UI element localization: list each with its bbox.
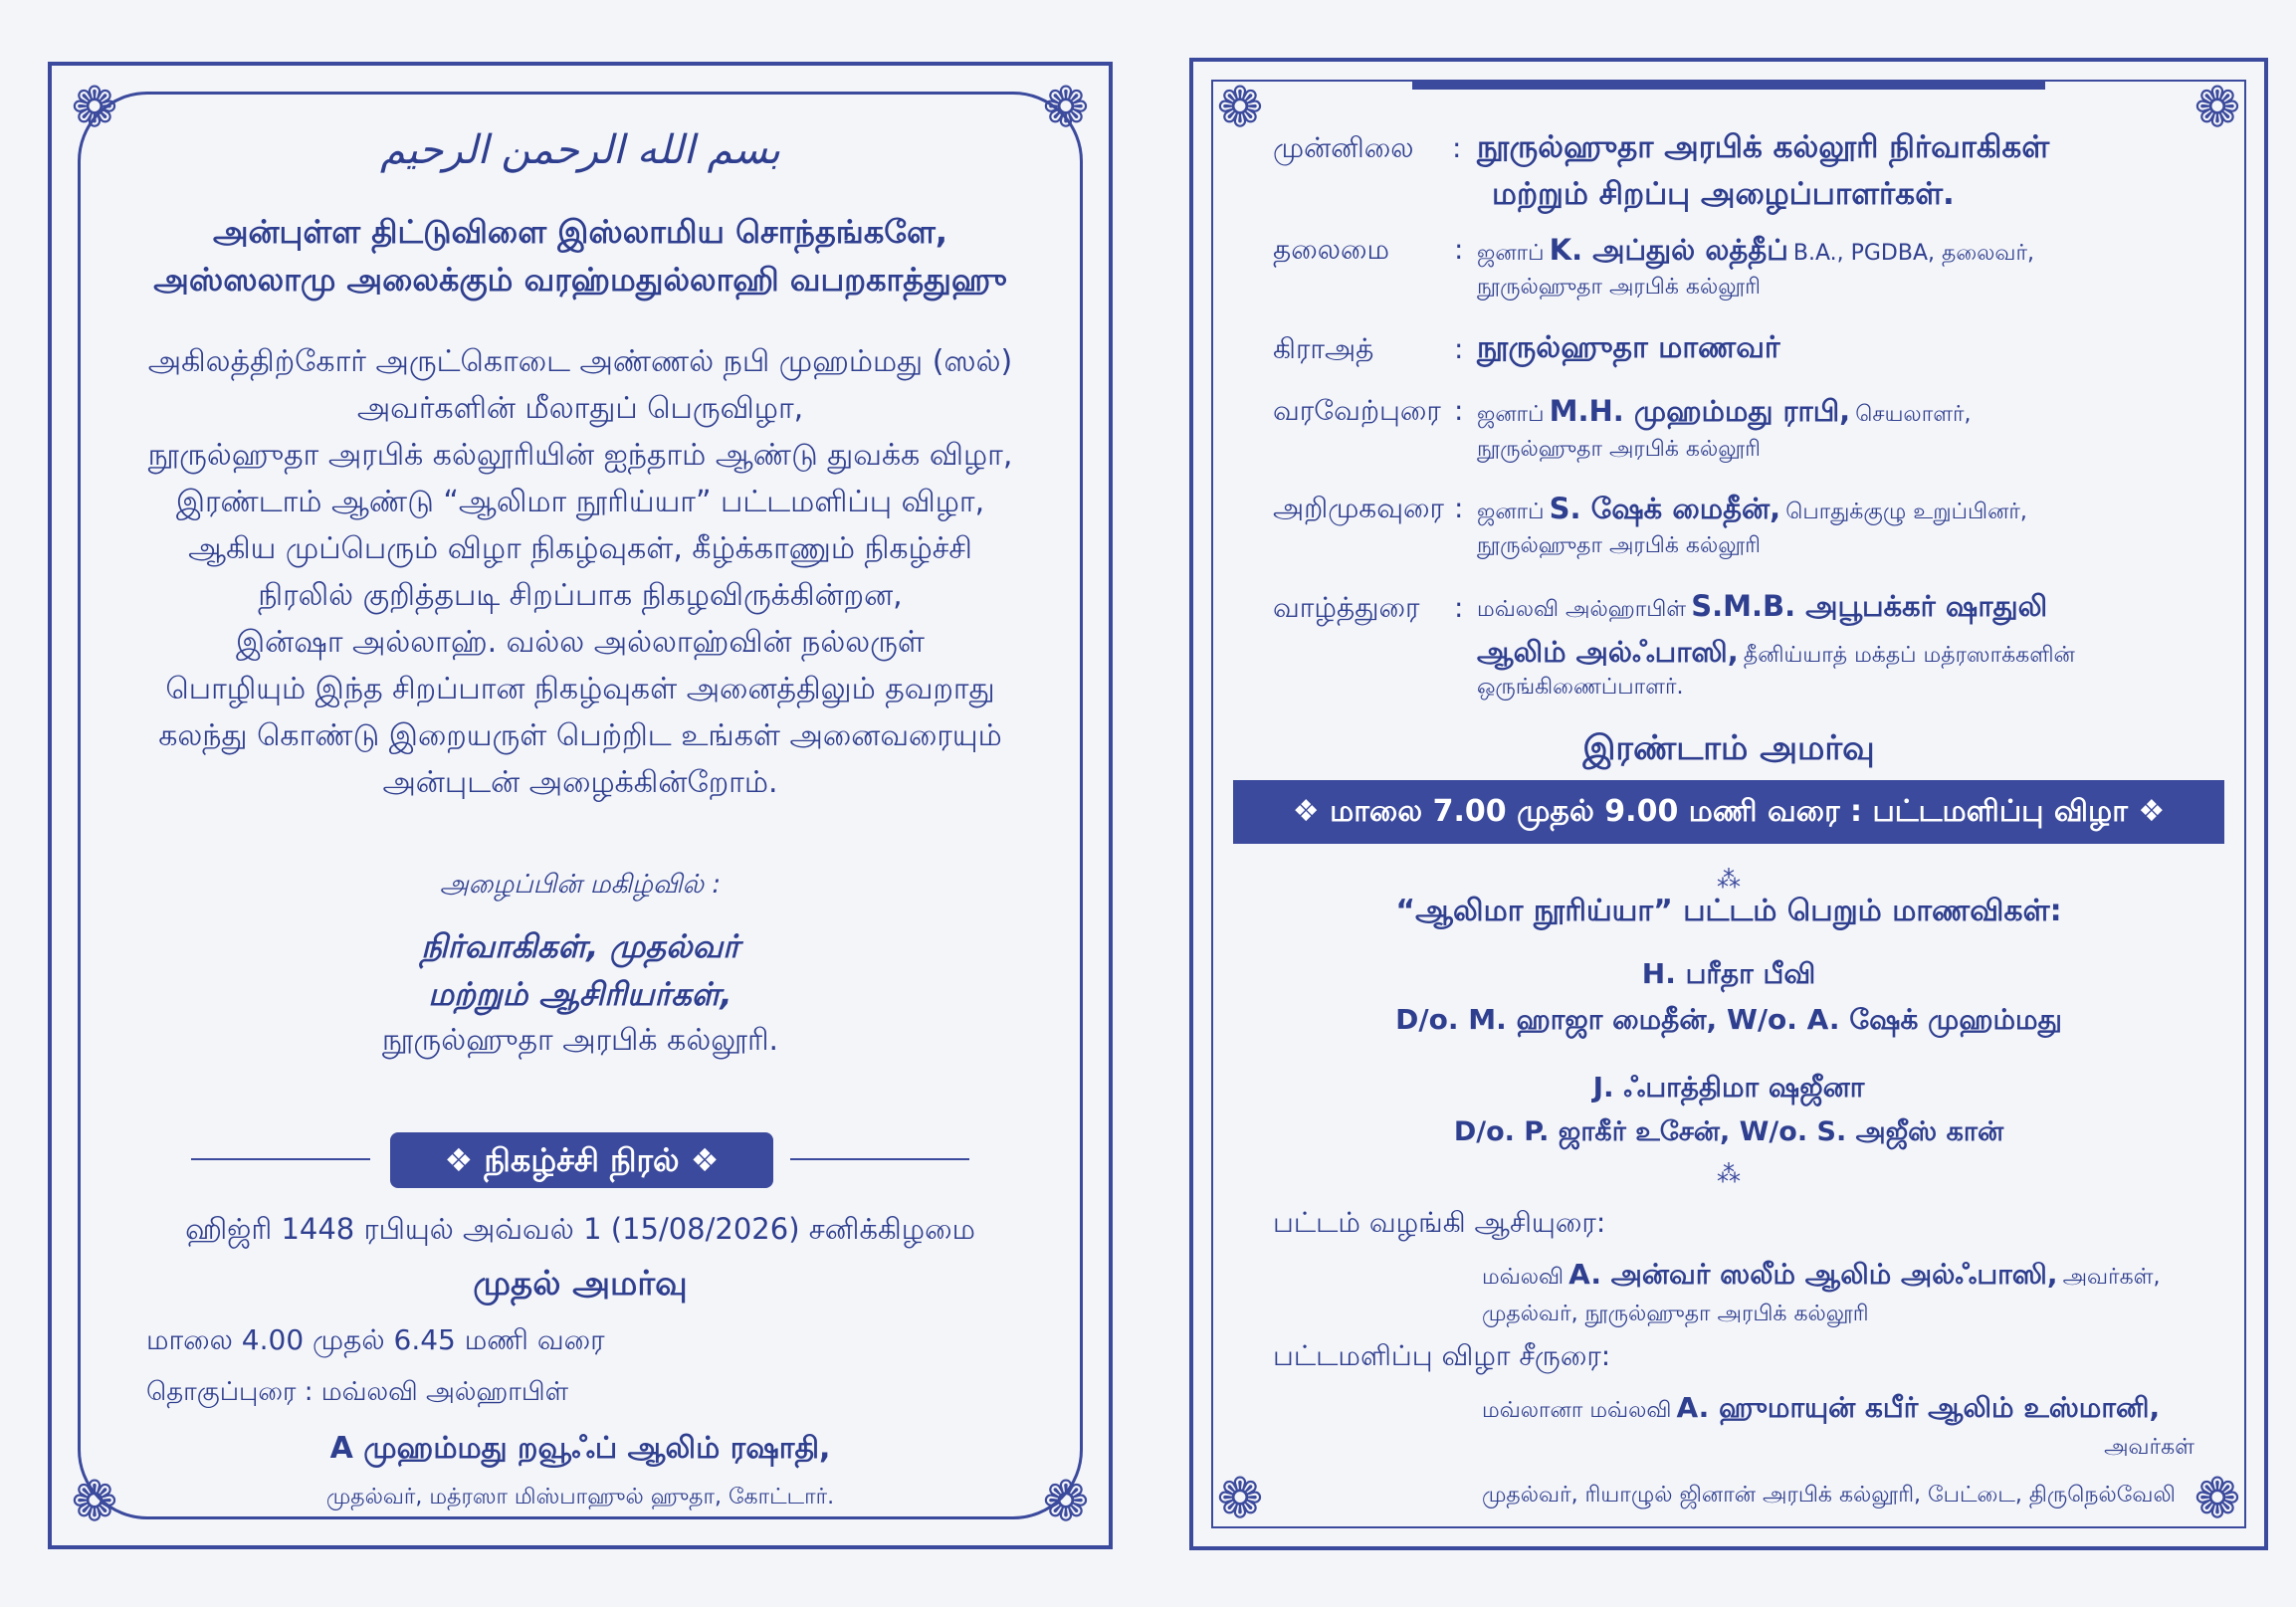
hosts-line: மற்றும் ஆசிரியர்கள்,: [428, 975, 732, 1013]
row-name: S. ஷேக் மைதீன்,: [1549, 492, 1781, 525]
row-label: தலைமை: [1273, 233, 1390, 266]
row-name: M.H. முஹம்மது ராபி,: [1549, 394, 1851, 428]
row-prefix: ஜனாப்: [1477, 500, 1545, 524]
row-sub: நூருல்ஹுதா அரபிக் கல்லூரி: [1477, 533, 1761, 558]
special-prefix: மவ்லானா மவ்லவி: [1482, 1398, 1672, 1423]
row-sep: :: [1454, 394, 1464, 427]
paragraph-line: அன்புடன் அழைக்கின்றோம்.: [382, 765, 778, 800]
corner-ornament-icon: ❁: [1042, 76, 1090, 140]
greeting-line-1: அன்புள்ள திட்டுவிளை இஸ்லாமிய சொந்தங்களே,: [212, 213, 948, 251]
corner-ornament-icon: ❁: [2193, 76, 2241, 140]
special-name: A. ஹுமாயுன் கபீர் ஆலிம் உஸ்மானி,: [1676, 1391, 2161, 1424]
special-suffix: அவர்கள்: [2104, 1435, 2194, 1460]
paragraph-line: நூருல்ஹுதா அரபிக் கல்லூரியின் ஐந்தாம் ஆண்டு துவக்க விழா,: [147, 438, 1013, 473]
row-sep: :: [1454, 332, 1464, 365]
row-suffix: பொதுக்குழு உறுப்பினர்,: [1785, 500, 2027, 524]
paragraph-line: இரண்டாம் ஆண்டு “ஆலிமா நூரிய்யா” பட்டமளிப்பு விழா,: [175, 485, 985, 519]
row-sub: நூருல்ஹுதா அரபிக் கல்லூரி: [1477, 437, 1761, 462]
special-role: முதல்வர், ரியாழுல் ஜினான் அரபிக் கல்லூரி, பேட்டை, திருநெல்வேலி: [1482, 1483, 2176, 1507]
row-name: S.M.B. அபூபக்கர் ஷாதுலி: [1691, 589, 2048, 623]
banner-flourish-icon: ❖: [2127, 794, 2166, 829]
banner-flourish-icon: ❖: [444, 1141, 485, 1179]
divider: [790, 1158, 969, 1160]
award-role: முதல்வர், நூருல்ஹுதா அரபிக் கல்லூரி: [1482, 1302, 1869, 1326]
program-banner: [390, 1132, 773, 1188]
compere-name: A முஹம்மது றவூஃப் ஆலிம் ரஷாதி,: [329, 1431, 831, 1466]
paragraph-line: நிரலில் குறித்தபடி சிறப்பாக நிகழவிருக்கின்றன,: [258, 578, 903, 613]
invite-label: அழைப்பின் மகிழ்வில் :: [439, 870, 722, 900]
row-label: வாழ்த்துரை: [1273, 591, 1420, 624]
second-session-title: இரண்டாம் அமர்வு: [1582, 728, 1875, 768]
right-panel: [1189, 58, 2268, 1550]
row-label: முன்னிலை: [1273, 131, 1414, 164]
row-label: வரவேற்புரை: [1273, 394, 1441, 427]
row-label: கிராஅத்: [1273, 332, 1374, 365]
program-banner-label: நிகழ்ச்சி நிரல்: [484, 1141, 680, 1179]
row-suffix: செயலாளர்,: [1855, 402, 1972, 427]
award-label: பட்டம் வழங்கி ஆசியுரை:: [1273, 1206, 1606, 1239]
row-sep: :: [1454, 492, 1464, 524]
banner-flourish-icon: ❖: [1292, 794, 1331, 829]
bismillah-calligraphy: بسم الله الرحمن الرحيم: [379, 127, 781, 173]
row-sub: ஒருங்கிணைப்பாளர்.: [1477, 675, 1684, 700]
corner-ornament-icon: ❁: [1042, 1470, 1090, 1534]
row-line: நூருல்ஹுதா அரபிக் கல்லூரி நிர்வாகிகள்: [1477, 129, 2050, 165]
row-label: அறிமுகவுரை: [1273, 492, 1444, 524]
second-session-banner: [1233, 780, 2224, 844]
row-name: K. அப்துல் லத்தீப்: [1549, 233, 1788, 267]
row-suffix-2: தீனிய்யாத் மக்தப் மத்ரஸாக்களின்: [1743, 643, 2075, 668]
row-prefix: மவ்லவி அல்ஹாபிள்: [1477, 597, 1687, 622]
corner-ornament-icon: ❁: [1216, 1467, 1264, 1531]
hosts-line: நூருல்ஹுதா அரபிக் கல்லூரி.: [381, 1023, 779, 1058]
award-name: A. அன்வர் ஸலீம் ஆலிம் அல்ஃபாஸி,: [1568, 1258, 2058, 1291]
compere-role: முதல்வர், மத்ரஸா மிஸ்பாஹுல் ஹுதா, கோட்டார்.: [325, 1485, 835, 1509]
row-name: நூருல்ஹுதா மாணவர்: [1477, 330, 1780, 365]
corner-ornament-icon: ❁: [71, 76, 118, 140]
corner-ornament-icon: ❁: [71, 1470, 118, 1534]
paragraph-line: இன்ஷா அல்லாஹ். வல்ல அல்லாஹ்வின் நல்லருள்: [235, 625, 926, 660]
row-line: மற்றும் சிறப்பு அழைப்பாளர்கள்.: [1492, 176, 1955, 212]
award-prefix: மவ்லவி: [1482, 1265, 1565, 1290]
paragraph-line: அகிலத்திற்கோர் அருட்கொடை அண்ணல் நபி முஹம்மது (ஸல்): [147, 344, 1013, 379]
flourish-icon: ⁂: [1717, 1160, 1741, 1188]
hosts-line: நிர்வாகிகள், முதல்வர்: [421, 927, 739, 965]
top-bar: [1412, 80, 2045, 90]
graduate-name: J. ஃபாத்திமா ஷஜீனா: [1592, 1071, 1865, 1104]
graduate-name: H. பரீதா பீவி: [1641, 957, 1816, 990]
banner-flourish-icon: ❖: [679, 1141, 720, 1179]
divider: [191, 1158, 370, 1160]
second-session-banner-label: மாலை 7.00 முதல் 9.00 மணி வரை : பட்டமளிப்பு விழா: [1330, 794, 2128, 829]
corner-ornament-icon: ❁: [2193, 1467, 2241, 1531]
row-name-2: ஆலிம் அல்ஃபாஸி,: [1477, 635, 1739, 669]
row-sep: :: [1452, 131, 1462, 164]
first-session-title: முதல் அமர்வு: [473, 1264, 688, 1304]
flourish-icon: ⁂: [1717, 866, 1741, 894]
graduate-detail: D/o. P. ஜாகீர் உசேன், W/o. S. அஜீஸ் கான்: [1453, 1116, 2004, 1147]
compere-label: தொகுப்புரை : மவ்லவி அல்ஹாபிள்: [146, 1377, 569, 1407]
row-sep: :: [1454, 591, 1464, 624]
paragraph-line: கலந்து கொண்டு இறையருள் பெற்றிட உங்கள் அனைவரையும்: [158, 718, 1002, 753]
greeting-line-2: அஸ்ஸலாமு அலைக்கும் வரஹ்மதுல்லாஹி வபறகாத்துஹு: [153, 261, 1007, 299]
row-suffix: B.A., PGDBA, தலைவர்,: [1792, 241, 2034, 266]
corner-ornament-icon: ❁: [1216, 76, 1264, 140]
paragraph-line: அவர்களின் மீலாதுப் பெருவிழா,: [356, 391, 804, 426]
date-line: ஹிஜ்ரி 1448 ரபியுல் அவ்வல் 1 (15/08/2026) சனிக்கிழமை: [185, 1212, 975, 1246]
paragraph-line: ஆகிய முப்பெரும் விழா நிகழ்வுகள், கீழ்க்காணும் நிகழ்ச்சி: [188, 531, 972, 566]
row-prefix: ஜனாப்: [1477, 241, 1545, 266]
left-panel: [48, 62, 1113, 1549]
graduates-title: “ஆலிமா நூரிய்யா” பட்டம் பெறும் மாணவிகள்:: [1395, 894, 2062, 928]
special-label: பட்டமளிப்பு விழா சீருரை:: [1273, 1339, 1611, 1372]
graduate-detail: D/o. M. ஹாஜா மைதீன், W/o. A. ஷேக் முஹம்மது: [1395, 1003, 2062, 1036]
paragraph-line: பொழியும் இந்த சிறப்பான நிகழ்வுகள் அனைத்திலும் தவறாது: [165, 672, 995, 706]
row-sub: நூருல்ஹுதா அரபிக் கல்லூரி: [1477, 275, 1761, 300]
first-session-time: மாலை 4.00 முதல் 6.45 மணி வரை: [146, 1323, 605, 1356]
award-suffix: அவர்கள்,: [2062, 1265, 2161, 1290]
row-sep: :: [1454, 233, 1464, 266]
row-prefix: ஜனாப்: [1477, 402, 1545, 427]
